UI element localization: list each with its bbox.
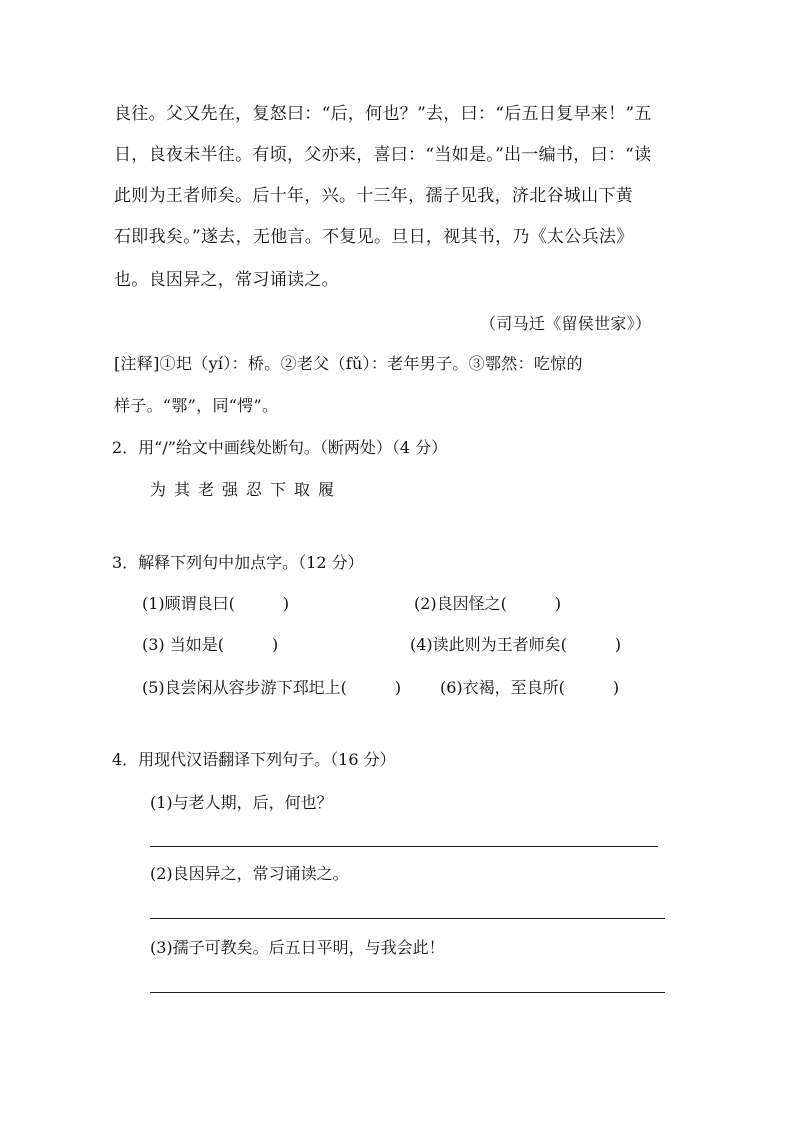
fill-blank-item[interactable]: (4)读此则为王者师矣( ): [410, 635, 622, 654]
answer-line[interactable]: [150, 846, 658, 847]
answer-line[interactable]: [150, 918, 665, 919]
question-title: 3．解释下列句中加点字。（12 分）: [112, 553, 364, 572]
fill-blank-item[interactable]: (5)良尝闲从容步游下邳圯上( ): [142, 678, 402, 697]
passage-line: 石即我矣。”遂去，无他言。不复见。旦日，视其书，乃《太公兵法》: [114, 227, 634, 247]
translate-item: (2)良因异之，常习诵读之。: [150, 864, 349, 883]
passage-notes: 样子。“鄂”，同“愕”。: [114, 396, 279, 415]
fill-blank-item[interactable]: (3) 当如是( ): [142, 635, 279, 654]
question-title: 2．用“/”给文中画线处断句。（断两处）（4 分）: [112, 438, 448, 457]
passage-notes: [注释]①圯（yí）：桥。②老父（fǔ）：老年男子。③鄂然：吃惊的: [114, 354, 583, 373]
passage-source: （司马迁《留侯世家》）: [480, 314, 652, 333]
passage-line: 日，良夜未半往。有顷，父亦来，喜曰：“当如是。”出一编书，曰：“读: [114, 145, 652, 165]
fill-blank-item[interactable]: (1)顾谓良曰( ): [142, 594, 290, 613]
passage-line: 良往。父又先在，复怒曰：“后，何也？”去，曰：“后五日复早来！”五: [114, 104, 652, 124]
translate-item: (3)孺子可教矣。后五日平明，与我会此！: [150, 938, 445, 957]
translate-item: (1)与老人期，后，何也？: [150, 793, 333, 812]
fill-blank-item[interactable]: (2)良因怪之( ): [414, 594, 562, 613]
passage-line: 也。良因异之，常习诵读之。: [114, 270, 339, 290]
punctuation-sentence: 为其老强忍下取履: [150, 480, 343, 499]
fill-blank-item[interactable]: (6)衣褐，至良所( ): [440, 678, 620, 697]
answer-line[interactable]: [150, 992, 665, 993]
passage-line: 此则为王者师矣。后十年，兴。十三年，孺子见我，济北谷城山下黄: [114, 186, 633, 206]
question-title: 4．用现代汉语翻译下列句子。（16 分）: [112, 750, 396, 769]
